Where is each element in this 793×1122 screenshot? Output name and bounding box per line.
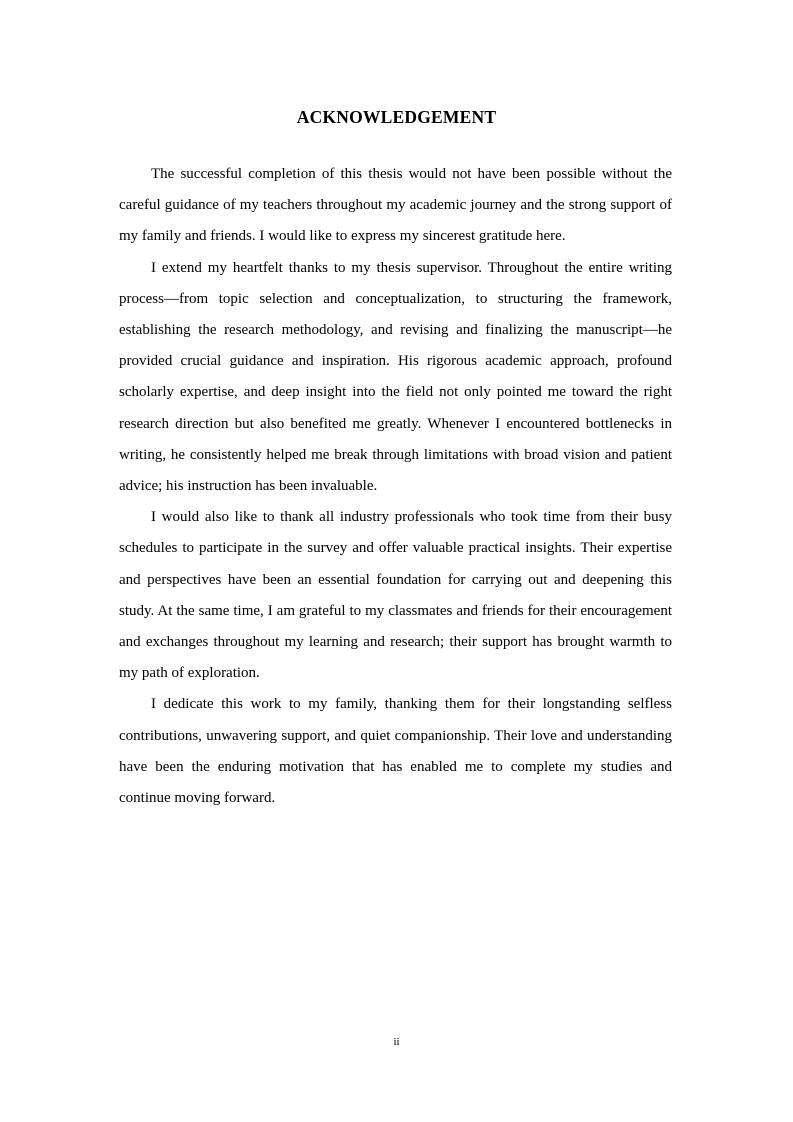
paragraph-4: I dedicate this work to my family, thanking them for their longstanding selfless contributions, unwavering support, and quiet companionship. Their love and understanding have been the enduring motivation that has enabled me to complete my studies and continue moving forward. [119, 696, 672, 807]
paragraph-3: I would also like to thank all industry professionals who took time from their busy schedules to participate in the survey and offer valuable practical insights. Their expertise and perspectives have been an essential foundation for carrying out and deepening this study. At the same time, I am grateful to my classmates and friends for their encouragement and exchanges throughout my learning and research; their support has brought warmth to my path of exploration. [119, 509, 672, 682]
paragraph-1: The successful completion of this thesis would not have been possible without the careful guidance of my teachers throughout my academic journey and the strong support of my family and friends. I would like to express my sincerest gratitude here. [119, 166, 672, 245]
paragraph-2: I extend my heartfelt thanks to my thesis supervisor. Throughout the entire writing process—from topic selection and conceptualization, to structuring the framework, establishing the research methodology, and revising and finalizing the manuscript—he provided crucial guidance and inspiration. His rigorous academic approach, profound scholarly expertise, and deep insight into the field not only pointed me toward the right research direction but also benefited me greatly. Whenever I encountered bottlenecks in writing, he consistently helped me break through limitations with broad vision and patient advice; his instruction has been invaluable. [119, 259, 672, 495]
page-number: ii [393, 1036, 400, 1048]
page-title: ACKNOWLEDGEMENT [296, 107, 497, 127]
acknowledgement-body [119, 159, 672, 814]
